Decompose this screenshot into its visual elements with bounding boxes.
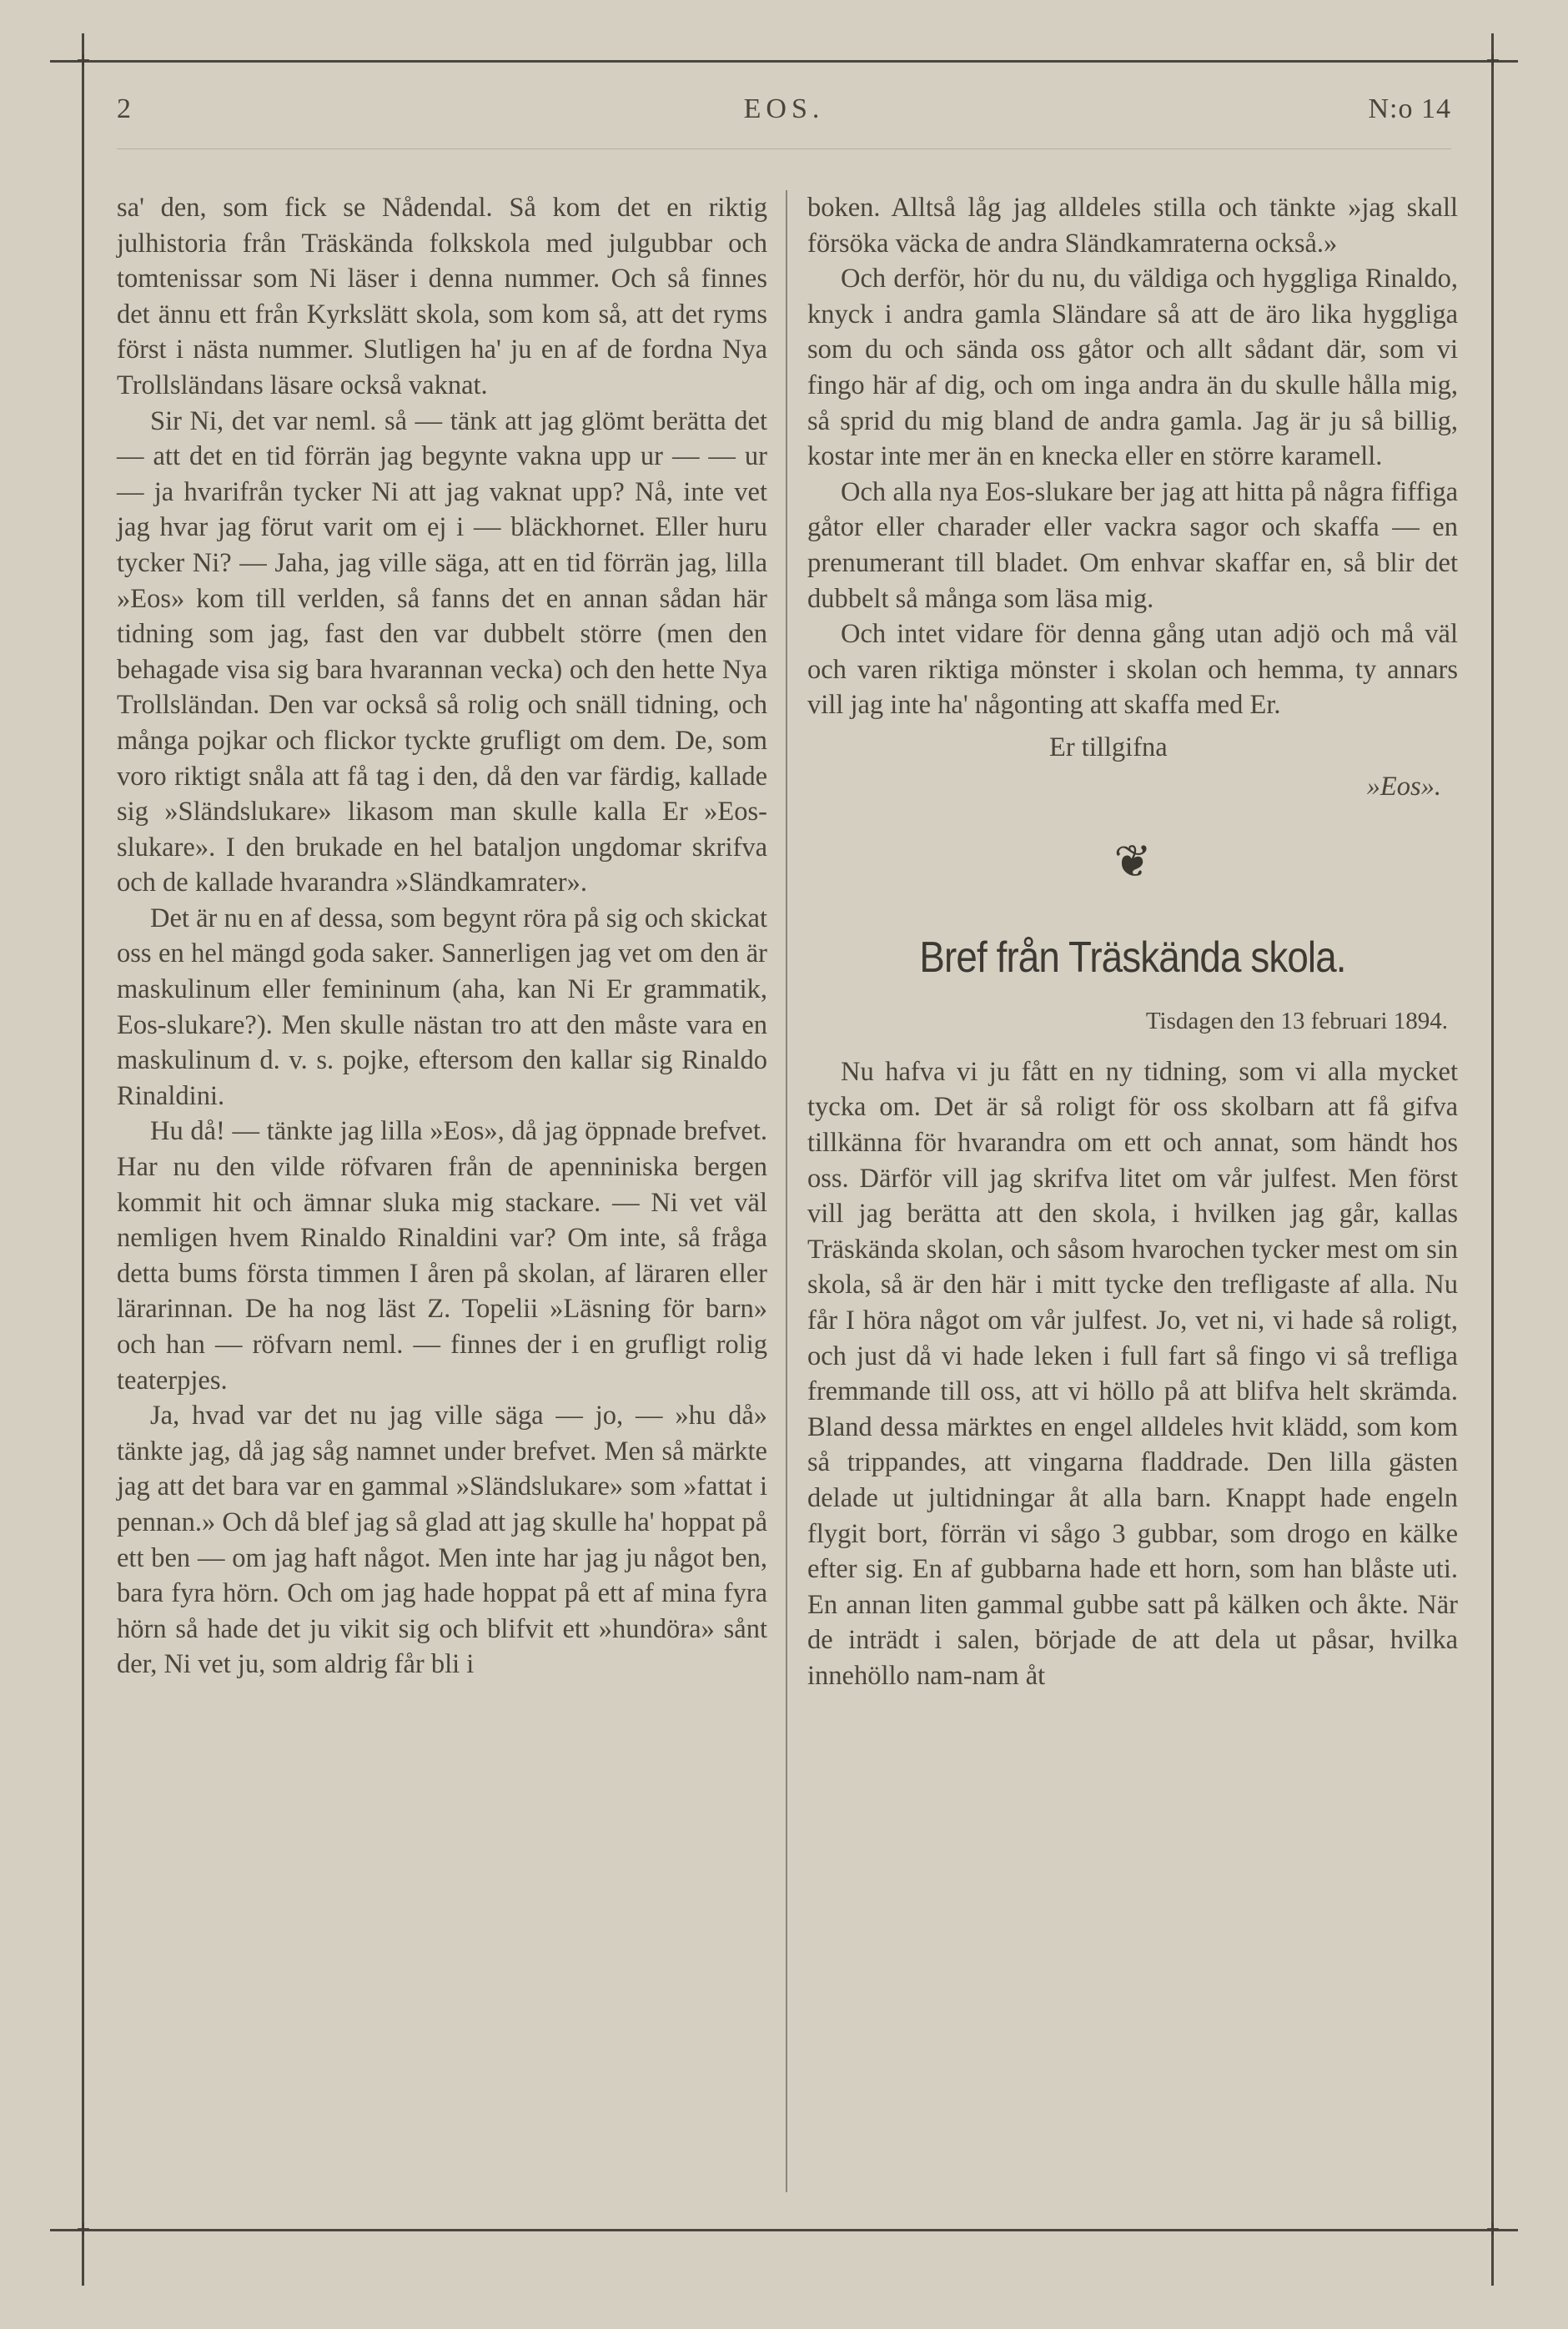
issue-number: N:o 14 [1368,93,1451,124]
right-column [807,190,1458,1694]
paragraph: Hu då! — tänkte jag lilla »Eos», då jag öppnade brefvet. Har nu den vilde röfvaren från de apenniniska bergen kommit hit och ämnar sluka mig stackare. — Ni vet väl nemligen hvem Rinaldo Rinaldini var? Om inte, så fråga detta bums första timmen I åren på skolan, af läraren eller lärarinnan. De ha nog läst Z. Topelii »Läsning för barn» och han — röfvarn neml. — finnes der i en grufligt rolig teaterpjes. [117,1116,767,1396]
paragraph: boken. Alltså låg jag alldeles stilla och tänkte »jag skall försöka väcka de andra Sländkamraterna också.» [807,193,1458,259]
corner-cross-icon: + [1485,50,1501,71]
paragraph: Ja, hvad var det nu jag ville säga — jo, — »hu då» tänkte jag, då jag såg namnet under brefvet. Men så märkte jag att det bara var en gammal »Sländslukare» som »fattat i pennan.» Och då blef jag så glad att jag skulle ha' hoppat på ett ben — om jag haft något. Men inte har jag ju något ben, bara fyra hörn. Och om jag hade hoppat på ett af mina fyra hörn så hade det ju vikit sig och blifvit ett »hundöra» sånt der, Ni vet ju, som aldrig får bli i [117,1401,767,1680]
left-frame-rule [82,33,84,2286]
paragraph: Det är nu en af dessa, som begynt röra på sig och skickat oss en hel mängd goda saker. Sannerligen jag vet om den är maskulinum eller femininum (aha, kan Ni Er grammatik, Eos-slukare?). Men skulle nästan tro att den måste vara en maskulinum d. v. s. pojke, eftersom den kallar sig Rinaldo Rinaldini. [117,903,767,1111]
ornament-icon: ❦ [1113,835,1152,888]
paragraph: Nu hafva vi ju fått en ny tidning, som vi alla mycket tycka om. Det är så roligt för oss skolbarn att få gifva tillkänna för hvarandra om ett och annat, som händt hos oss. Därför vill jag skrifva litet om vår julfest. Men först vill jag berätta att den skola, i hvilken jag går, kallas Träskända skolan, och såsom hvarochen tycker mest om sin skola, så är den här i mitt tycke den trefligaste af alla. Nu får I höra något om vår julfest. Jo, vet ni, vi hade så roligt, och just då vi hade leken i full fart så fingo vi så trefliga fremmande till oss, att vi höllo på att blifva helt skrämda. Bland dessa märktes en engel alldeles hvit klädd, som kom så trippandes, att vingarna fladdrade. Den lilla gästen delade ut jultidningar åt alla barn. Knappt hade engeln flygit bort, förrän vi sågo 3 gubbar, som drogo en kälke efter sig. En af gubbarna hade ett horn, som han blåste uti. En annan liten gammal gubbe satt på kälken och åkte. När de inträdt i salen, började de att dela ut påsar, hvilka innehöllo nam-nam åt [807,1056,1458,1691]
column-divider [786,190,787,2192]
signoff: Er tillgifna [1049,732,1168,762]
dateline: Tisdagen den 13 februari 1894. [1145,1008,1448,1035]
right-frame-rule [1491,33,1494,2286]
journal-title: EOS. [743,93,825,124]
paragraph: Och alla nya Eos-slukare ber jag att hitta på några fiffiga gåtor eller charader eller vackra sagor och skaffa — en prenumerant till bladet. Om enhvar skaffar en, så blir det dubbelt så många som läsa mig. [807,476,1458,614]
left-column [117,190,767,1683]
page-number: 2 [117,93,132,124]
corner-cross-icon: + [1485,2219,1501,2240]
paragraph: Sir Ni, det var neml. så — tänk att jag glömt berätta det — att det en tid förrän jag begynte vakna upp ur — — ur — ja hvarifrån tycker Ni att jag vaknat upp? Nå, inte vet jag hvar jag förut varit om ej i — bläckhornet. Eller huru tycker Ni? — Jaha, jag ville säga, att en tid förrän jag, lilla »Eos» kom till verlden, så fanns det en annan sådan här tidning som jag, fast den var dubbelt större (men den behagade visa sig bara hvarannan vecka) och den hette Nya Trollsländan. Den var också så rolig och snäll tidning, och många pojkar och flickor tyckte grufligt om dem. De, som voro riktigt snåla att få tag i den, då den var färdig, kallade sig »Sländslukare» likasom man skulle kalla Er »Eos-slukare». I den brukade en hel bataljon ungdomar skrifva och de kallade hvarandra »Sländkamrater». [117,405,767,898]
bottom-frame-rule [50,2229,1518,2231]
paragraph: sa' den, som fick se Nådendal. Så kom det en riktig julhistoria från Träskända folkskola med julgubbar och tomtenissar som Ni läser i denna nummer. Och så finnes det ännu ett från Kyrkslätt skola, som kom så, att det ryms först i nästa nummer. Slutligen ha' ju en af de fordna Nya Trollsländans läsare också vaknat. [117,193,767,400]
header-divider [117,148,1451,149]
article-title: Bref från Träskända skola. [919,933,1346,982]
paragraph: Och derför, hör du nu, du väldiga och hyggliga Rinaldo, knyck i andra gamla Sländare så att de äro lika hyggliga som du och sända oss gåtor och allt sådant där, som vi fingo här af dig, och om inga andra än du skulle hålla mig, så sprid du mig bland de andra gamla. Jag är ju så billig, kostar inte mer än en knecka eller en större karamell. [807,264,1458,472]
signature: »Eos». [1366,771,1441,802]
corner-cross-icon: + [75,50,92,71]
corner-cross-icon: + [75,2219,92,2240]
paragraph: Och intet vidare för denna gång utan adjö och må väl och varen riktiga mönster i skolan och hemma, ty annars vill jag inte ha' någonting att skaffa med Er. [807,619,1458,721]
top-frame-rule [50,60,1518,63]
